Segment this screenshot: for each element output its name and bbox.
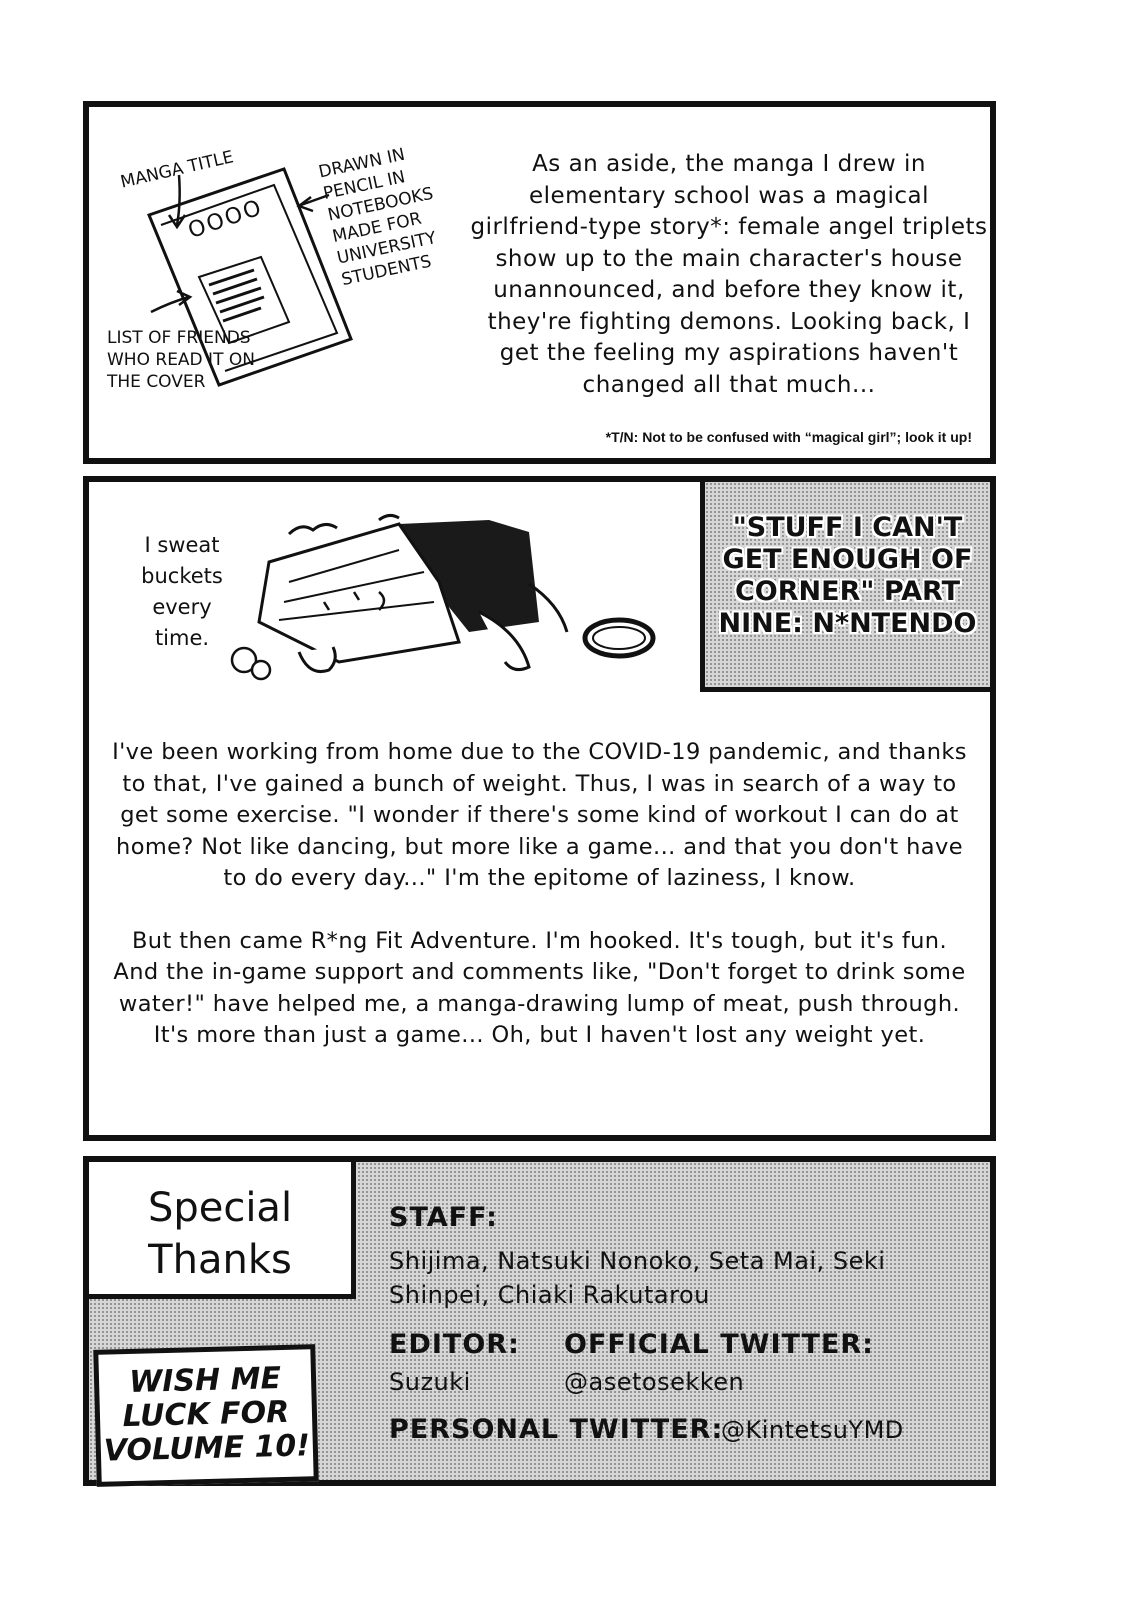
special-thanks-title: Special Thanks (147, 1185, 293, 1283)
official-twitter-handle[interactable]: @asetosekken (564, 1368, 745, 1396)
corner-paragraph-2: But then came R*ng Fit Adventure. I'm hooked. It's tough, but it's fun. And the in-game support and comments like, "Don't forget to drink some water!" have helped me, a manga-drawing lump of meat, push through. It's more than just a game... Oh, but I haven't lost any weight yet. (113, 927, 966, 1048)
aside-panel (83, 101, 996, 464)
personal-twitter-handle[interactable]: @KintetsuYMD (721, 1416, 904, 1444)
wish-luck-text: WISH ME LUCK FOR VOLUME 10! (103, 1361, 311, 1469)
corner-body (109, 737, 970, 1083)
translator-note: *T/N: Not to be confused with “magical girl”; look it up! (605, 429, 972, 445)
corner-paragraph-1: I've been working from home due to the COVID-19 pandemic, and thanks to that, I've gained a bunch of weight. Thus, I was in search of a way to get some exercise. "I wonder if there's some kind of workout I can do at home? Not like dancing, but more like a game... and that you don't have to do every day..." I'm the epitome of laziness, I know. (112, 739, 967, 891)
personal-twitter-label: PERSONAL TWITTER: (389, 1414, 724, 1445)
ring-fit-illustration (229, 492, 659, 692)
staff-label: STAFF: (389, 1202, 498, 1233)
aside-text: As an aside, the manga I drew in elementary school was a magical girlfriend-type story*: female angel triplets show up to the main character's house unannounced, and before they know it, they're fighting demons. Looking back, I get the feeling my aspirations haven't changed all that much... (470, 151, 988, 398)
sweat-caption: I sweat buckets every time. (141, 533, 223, 650)
editor-name: Suzuki (389, 1368, 471, 1396)
corner-title: "STUFF I CAN'T GET ENOUGH OF CORNER" PART NINE: N*NTENDO (718, 512, 977, 639)
cover-title: OOOO (185, 195, 267, 244)
label-list-of-friends: LIST OF FRIENDS WHO READ IT ON THE COVER (107, 328, 255, 392)
label-manga-title: MANGA TITLE (118, 147, 236, 193)
official-twitter-label: OFFICIAL TWITTER: (564, 1329, 874, 1360)
label-drawn-in-pencil: DRAWN IN PENCIL IN NOTEBOOKS MADE FOR UNIVERSITY STUDENTS (316, 144, 439, 291)
staff-names: Shijima, Natsuki Nonoko, Seta Mai, Seki Shinpei, Chiaki Rakutarou (389, 1247, 886, 1309)
editor-label: EDITOR: (389, 1329, 520, 1360)
special-thanks-panel (83, 1156, 996, 1486)
wish-luck-box (93, 1344, 319, 1487)
corner-panel (83, 476, 996, 1141)
corner-title-box (700, 482, 990, 692)
special-thanks-box (89, 1162, 356, 1299)
